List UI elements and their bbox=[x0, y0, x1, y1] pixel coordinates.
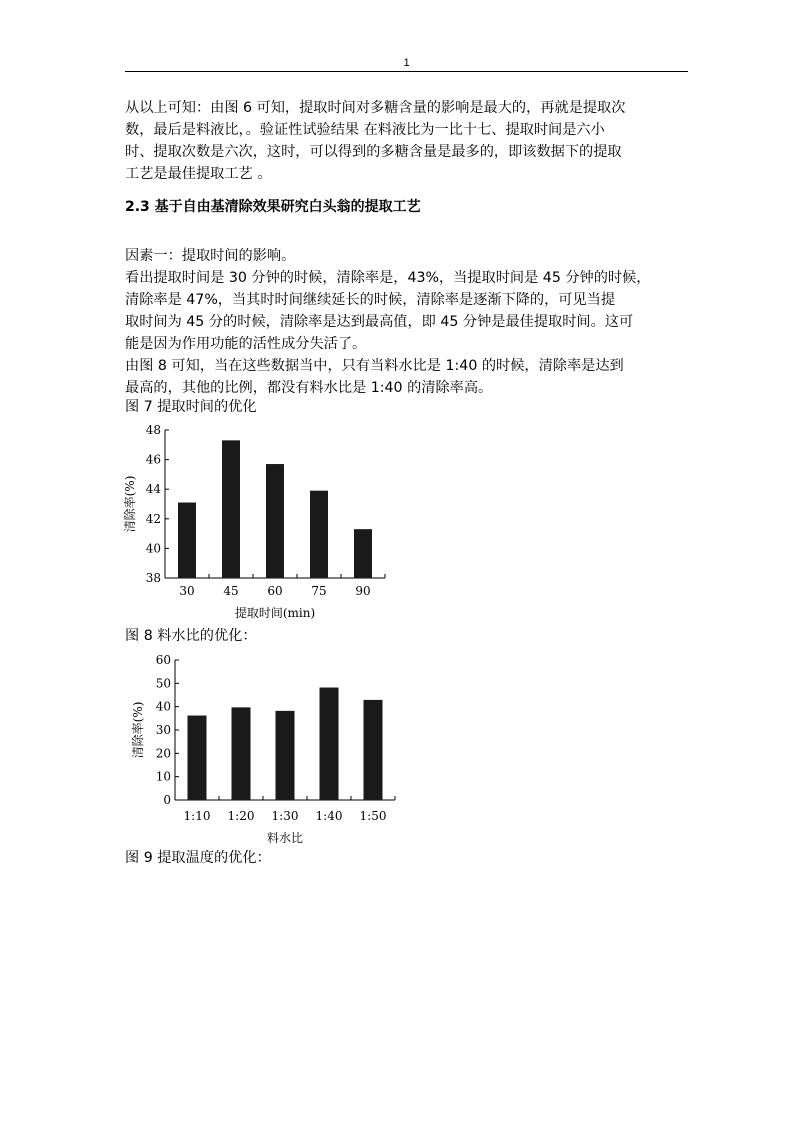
y-tick-label: 10 bbox=[155, 769, 171, 784]
text-line: 数，最后是料液比，。验证性试验结果 在料液比为一比十七、提取时间是六小 bbox=[125, 122, 605, 138]
x-tick-label: 1:10 bbox=[183, 809, 211, 823]
y-tick-label: 40 bbox=[145, 541, 161, 556]
y-tick-label: 40 bbox=[155, 699, 171, 714]
section-heading: 2.3 基于自由基清除效果研究白头翁的提取工艺 bbox=[125, 199, 421, 215]
bar bbox=[188, 716, 207, 800]
page-number: 1 bbox=[403, 57, 410, 69]
text-line: 工艺是最佳提取工艺 。 bbox=[125, 166, 272, 182]
x-tick-label: 1:30 bbox=[271, 809, 299, 823]
header-rule bbox=[125, 71, 688, 72]
x-tick-label: 60 bbox=[267, 584, 283, 598]
figure-8-caption: 图 8 料水比的优化： bbox=[125, 628, 257, 644]
text-line: 时、提取次数是六次，这时，可以得到的多糖含量是最多的，即该数据下的提取 bbox=[125, 144, 622, 160]
x-tick-label: 45 bbox=[223, 584, 239, 598]
x-tick-label: 1:40 bbox=[315, 809, 343, 823]
x-axis-label: 料水比 bbox=[266, 831, 304, 845]
y-tick-label: 20 bbox=[155, 746, 171, 761]
paragraph-time-effect bbox=[125, 245, 691, 399]
bar bbox=[354, 529, 372, 578]
y-tick-label: 42 bbox=[145, 511, 161, 526]
x-tick-label: 1:20 bbox=[227, 809, 255, 823]
text-line: 最高的，其他的比例，都没有料水比是 1:40 的清除率高。 bbox=[125, 380, 493, 396]
text-line: 取时间为 45 分的时候，清除率是达到最高值，即 45 分钟是最佳提取时间。这可 bbox=[125, 314, 634, 330]
text-line: 清除率是 47%，当其时时间继续延长的时候，清除率是逐渐下降的，可见当提 bbox=[125, 292, 616, 308]
bar bbox=[222, 440, 240, 578]
bar bbox=[232, 707, 251, 800]
y-tick-label: 46 bbox=[145, 452, 161, 467]
bar bbox=[310, 491, 328, 578]
y-tick-label: 60 bbox=[155, 653, 171, 667]
x-axis-label: 提取时间(min) bbox=[234, 606, 316, 620]
y-axis-label: 清除率(%) bbox=[123, 475, 137, 533]
text-line: 从以上可知：由图 6 可知，提取时间对多糖含量的影响是最大的，再就是提取次 bbox=[125, 100, 626, 116]
figure-9-caption: 图 9 提取温度的优化： bbox=[125, 850, 271, 866]
y-tick-label: 38 bbox=[145, 571, 161, 585]
x-tick-label: 30 bbox=[179, 584, 195, 598]
y-tick-label: 50 bbox=[155, 676, 171, 691]
y-tick-label: 0 bbox=[163, 793, 171, 807]
text-line: 能是因为作用功能的活性成分失活了。 bbox=[125, 336, 367, 352]
bar bbox=[178, 503, 196, 578]
chart-extraction-time bbox=[120, 420, 400, 625]
text-line: 因素一：提取时间的影响。 bbox=[125, 248, 296, 264]
chart-material-water-ratio bbox=[120, 650, 410, 850]
y-axis-label: 清除率(%) bbox=[131, 701, 145, 759]
text-line: 看出提取时间是 30 分钟的时候，清除率是，43%，当提取时间是 45 分钟的时候， bbox=[125, 270, 651, 286]
x-tick-label: 90 bbox=[355, 584, 371, 598]
bar bbox=[266, 464, 284, 578]
y-tick-label: 30 bbox=[155, 723, 171, 737]
bar bbox=[364, 700, 383, 800]
y-tick-label: 48 bbox=[145, 423, 161, 437]
text-line: 由图 8 可知，当在这些数据当中，只有当料水比是 1:40 的时候，清除率是达到 bbox=[125, 358, 624, 374]
x-tick-label: 1:50 bbox=[359, 809, 387, 823]
bar bbox=[276, 711, 295, 800]
x-tick-label: 75 bbox=[311, 584, 327, 598]
y-tick-label: 44 bbox=[145, 482, 161, 497]
figure-7-caption: 图 7 提取时间的优化 bbox=[125, 399, 257, 415]
paragraph-conclusion bbox=[125, 97, 691, 185]
bar bbox=[320, 688, 339, 800]
